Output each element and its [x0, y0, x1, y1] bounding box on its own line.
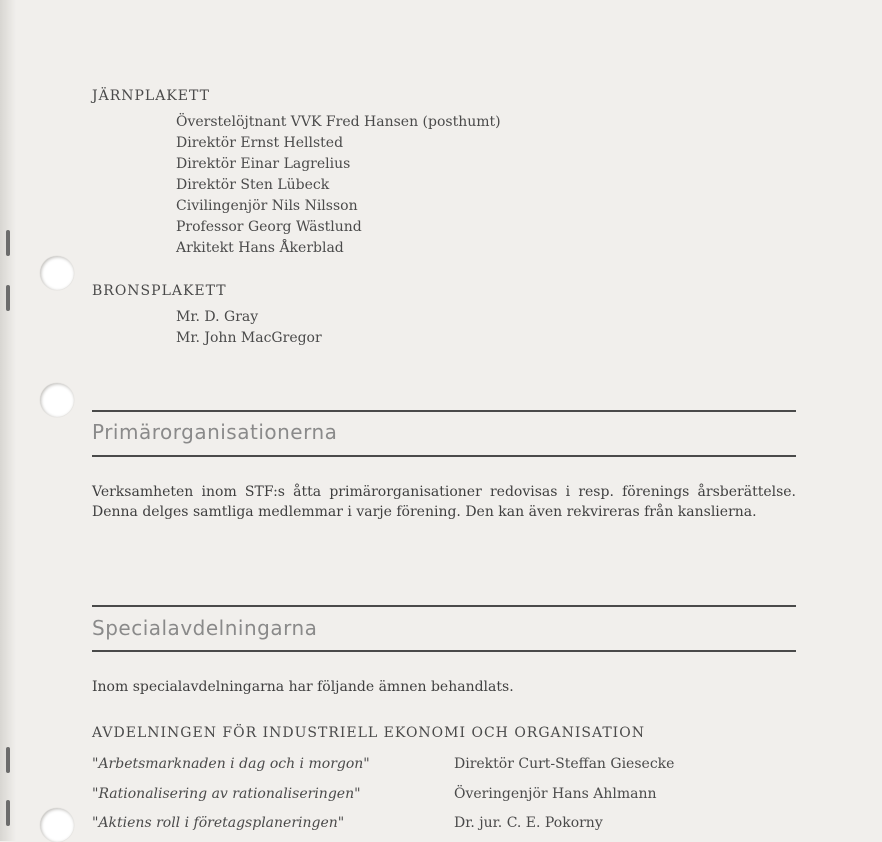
list-item: Mr. John MacGregor — [176, 330, 322, 346]
talk-title: "Rationalisering av rationaliseringen" — [92, 786, 361, 802]
page-edge-shadow — [0, 0, 16, 841]
binder-clip-mark — [6, 800, 10, 826]
jarnplakett-list — [176, 112, 501, 259]
list-item: Direktör Einar Lagrelius — [176, 156, 351, 172]
talk-title: "Arbetsmarknaden i dag och i morgon" — [92, 756, 370, 772]
list-item: Direktör Ernst Hellsted — [176, 135, 344, 151]
talk-speaker: Direktör Curt-Steffan Giesecke — [454, 756, 675, 772]
binder-clip-mark — [6, 285, 10, 311]
punch-hole — [40, 808, 74, 842]
section-rule — [92, 410, 796, 412]
department-heading: AVDELNINGEN FÖR INDUSTRIELL EKONOMI OCH ORGANISATION — [92, 725, 645, 741]
binder-clip-mark — [6, 230, 10, 256]
jarnplakett-heading: JÄRNPLAKETT — [92, 88, 210, 104]
bronsplakett-heading: BRONSPLAKETT — [92, 283, 227, 299]
list-item: Civilingenjör Nils Nilsson — [176, 198, 358, 214]
list-item: Överstelöjtnant VVK Fred Hansen (posthumt) — [176, 114, 501, 130]
list-item: Professor Georg Wästlund — [176, 219, 362, 235]
punch-hole — [40, 256, 74, 290]
list-item: Arkitekt Hans Åkerblad — [176, 240, 344, 256]
talk-speaker: Dr. jur. C. E. Pokorny — [454, 815, 603, 831]
list-item: Mr. D. Gray — [176, 309, 259, 325]
punch-hole — [40, 383, 74, 417]
special-intro: Inom specialavdelningarna har följande ämnen behandlats. — [92, 679, 514, 695]
binder-clip-mark — [6, 747, 10, 773]
talk-title: "Aktiens roll i företagsplaneringen" — [92, 815, 345, 831]
section-rule — [92, 650, 796, 652]
section-rule — [92, 605, 796, 607]
bronsplakett-list — [176, 307, 322, 349]
section-rule — [92, 455, 796, 457]
primar-paragraph: Verksamheten inom STF:s åtta primärorganisationer redovisas i resp. förenings årsberättelse. Denna delges samtliga medlemmar i varje förening. Den kan även rekvireras från kanslierna. — [92, 484, 796, 520]
talk-speaker: Överingenjör Hans Ahlmann — [454, 786, 657, 802]
primar-section-title: Primärorganisationerna — [92, 420, 338, 444]
list-item: Direktör Sten Lübeck — [176, 177, 330, 193]
special-section-title: Specialavdelningarna — [92, 616, 318, 640]
